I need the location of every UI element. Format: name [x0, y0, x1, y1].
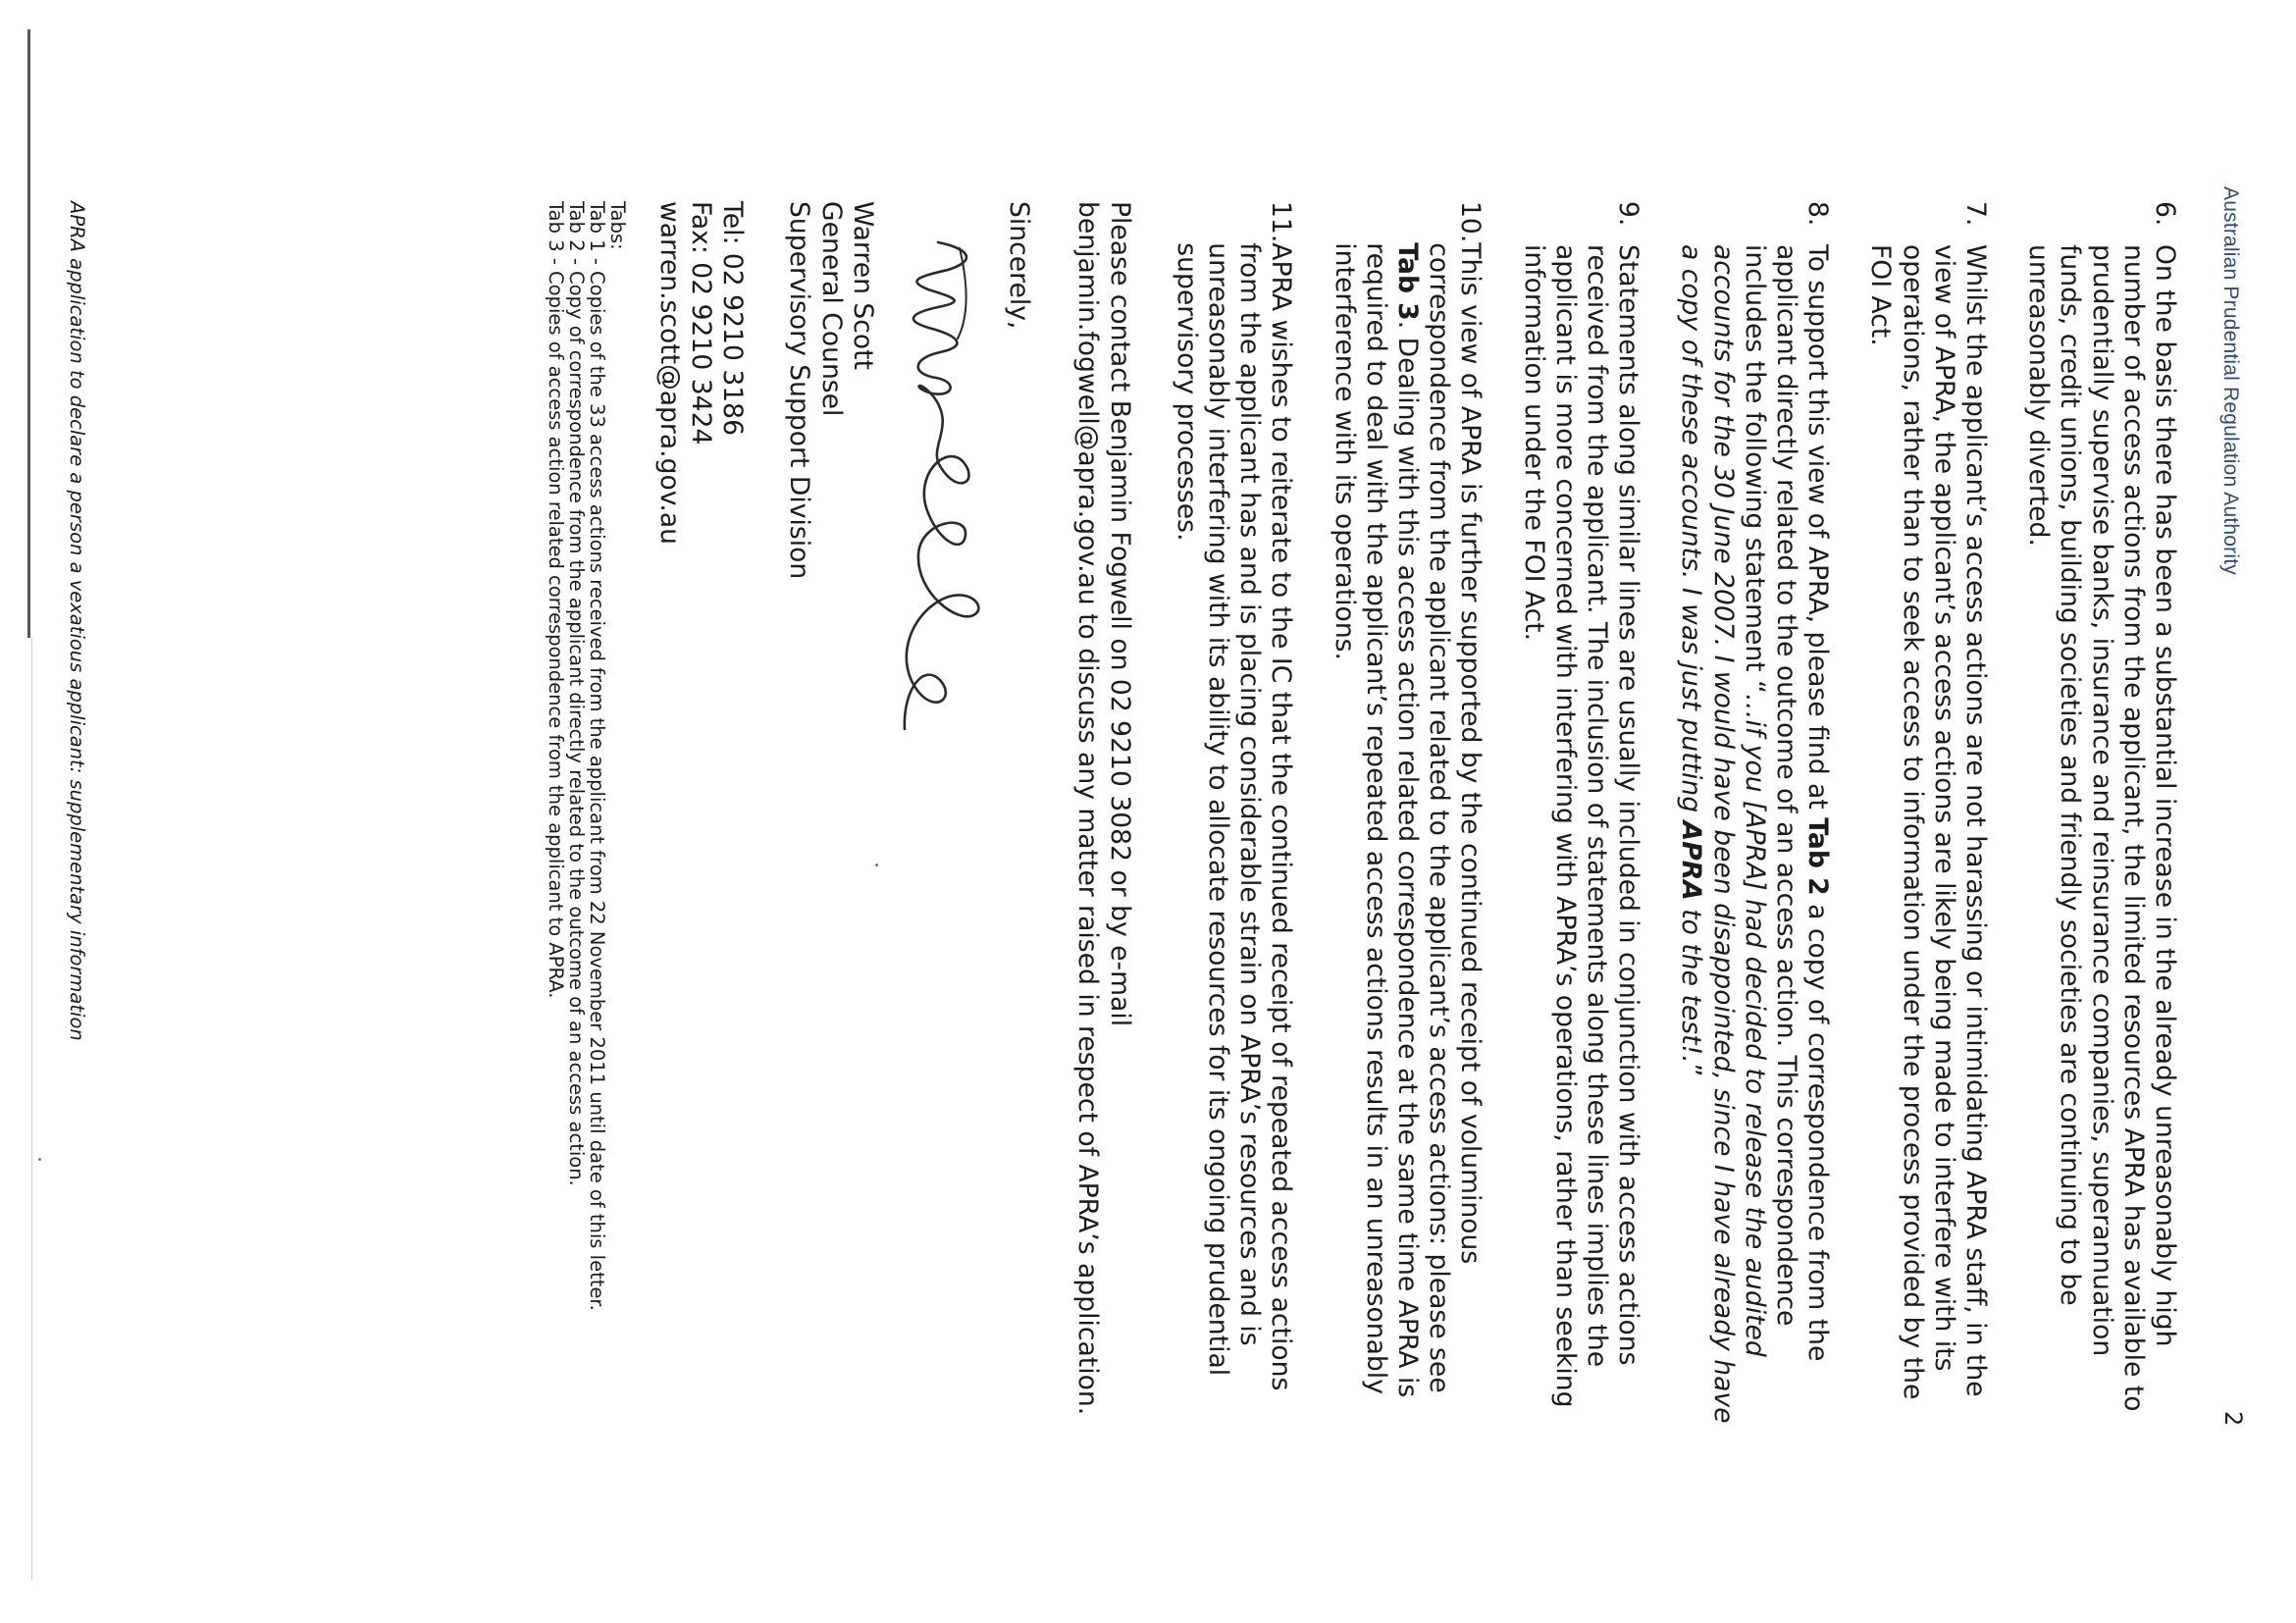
signatory-email: warren.scott@apra.gov.au	[653, 201, 685, 546]
paragraph-8	[1675, 201, 1833, 1428]
signatory-division: Supervisory Support Division	[784, 201, 815, 580]
document-footer: APRA application to declare a person a vexatious applicant: supplementary information	[66, 201, 88, 1041]
paragraph-text: On the basis there has been a substantial increase in the already unreasonably high number of access actions from the applicant, the limited resources APRA has available to prudentially supervise banks, insurance and reinsurance companies, superannuation funds, credit unions, building societies and friendly societies are continuing to be unreasonably diverted.	[2023, 244, 2180, 1412]
scan-speck	[875, 864, 878, 866]
signature-block	[653, 201, 878, 1428]
paragraph-text: Whilst the applicant’s access actions are not harassing or intimidating APRA staff, in the view of APRA, the applicant’s access actions are likely being made to interfere with its operations, rather than to seek access to information under the process provided by the FOI Act.	[1865, 244, 1991, 1400]
paragraph-number: 8.	[1802, 201, 1834, 227]
page-number: 2	[2219, 1411, 2247, 1427]
signatory-name: Warren Scott	[847, 201, 878, 371]
paragraph-6	[2022, 201, 2180, 1428]
contact-paragraph: Please contact Benjamin Fogwell on 02 9210 3082 or by e-mail benjamin.fogwell@apra.gov.au to discuss any matter raised in respect of APRA’s application.	[1072, 201, 1135, 1416]
paragraph-text: APRA wishes to reiterate to the IC that the continued receipt of repeated access actions from the applicant has and is placing considerable strain on APRA’s resources and is unreasonably interfering with its ability to allocate resources for its ongoing prudential supervisory processes.	[1171, 242, 1297, 1391]
signatory-phone: Tel: 02 9210 3186	[717, 201, 749, 436]
paragraph-10	[1328, 201, 1486, 1428]
letter-body	[653, 201, 2180, 1428]
paragraph-7	[1864, 201, 1991, 1428]
tab-item: Tab 3 - Copies of access action related correspondence from the applicant to APRA.	[545, 201, 567, 999]
handwritten-signature	[884, 231, 997, 741]
paragraph-number: 7.	[1959, 201, 1991, 227]
tab-2-reference: Tab 2	[1802, 817, 1834, 896]
paragraph-11	[1171, 201, 1297, 1428]
paragraph-text: To support this view of APRA, please find at Tab 2 a copy of correspondence from the applicant directly related to the outcome of an access action. This correspondence includes the following statement “…if you [APRA] had decided to release the audited accounts for the 30 June 2007. I would have been disappointed, since I have already have a copy of these accounts. I was just putting APRA to the test!.”	[1676, 244, 1834, 1424]
paragraph-text: This view of APRA is further supported by the continued receipt of voluminous correspondence from the applicant related to the applicant’s access actions: please see Tab 3. Dealing with this access action related correspondence at the same time APRA is required to deal with the applicant’s repeated access actions results in an unreasonably interference with its operations.	[1329, 242, 1487, 1398]
tab-item: Tab 1 - Copies of the 33 access actions received from the applicant from 22 November 2011 until date of this letter.	[586, 201, 608, 1311]
paragraph-number: 11.	[1266, 201, 1297, 243]
paragraph-number: 6.	[2150, 201, 2180, 227]
tabs-list	[546, 201, 628, 1349]
agency-header: Australian Prudential Regulation Authority	[2219, 186, 2242, 575]
scan-speck	[38, 1158, 41, 1161]
paragraph-text: Statements along similar lines are usually included in conjunction with access actions received from the applicant. The inclusion of statements along these lines implies the applicant is more concerned with interfering with APRA’s operations, rather than seeking information under the FOI Act.	[1518, 244, 1644, 1408]
paragraph-number: 10.	[1455, 201, 1487, 243]
tab-item: Tab 2 - Copy of correspondence from the applicant directly related to the outcome of an access action.	[565, 201, 588, 1186]
paragraph-number: 9.	[1613, 201, 1644, 227]
signatory-title: General Counsel	[815, 201, 847, 417]
signatory-fax: Fax: 02 9210 3424	[686, 201, 717, 445]
paragraph-9	[1517, 201, 1644, 1428]
closing: Sincerely,	[1004, 201, 1035, 330]
applicant-quote: …if you [APRA] had decided to release the audited accounts for the 30 June 2007. I would have been disappointed, since I have already have a copy of these accounts. I was just putting APRA to the test!.	[1676, 244, 1770, 1424]
tabs-heading: Tabs:	[606, 201, 629, 250]
tab-3-reference: Tab 3	[1391, 242, 1423, 321]
